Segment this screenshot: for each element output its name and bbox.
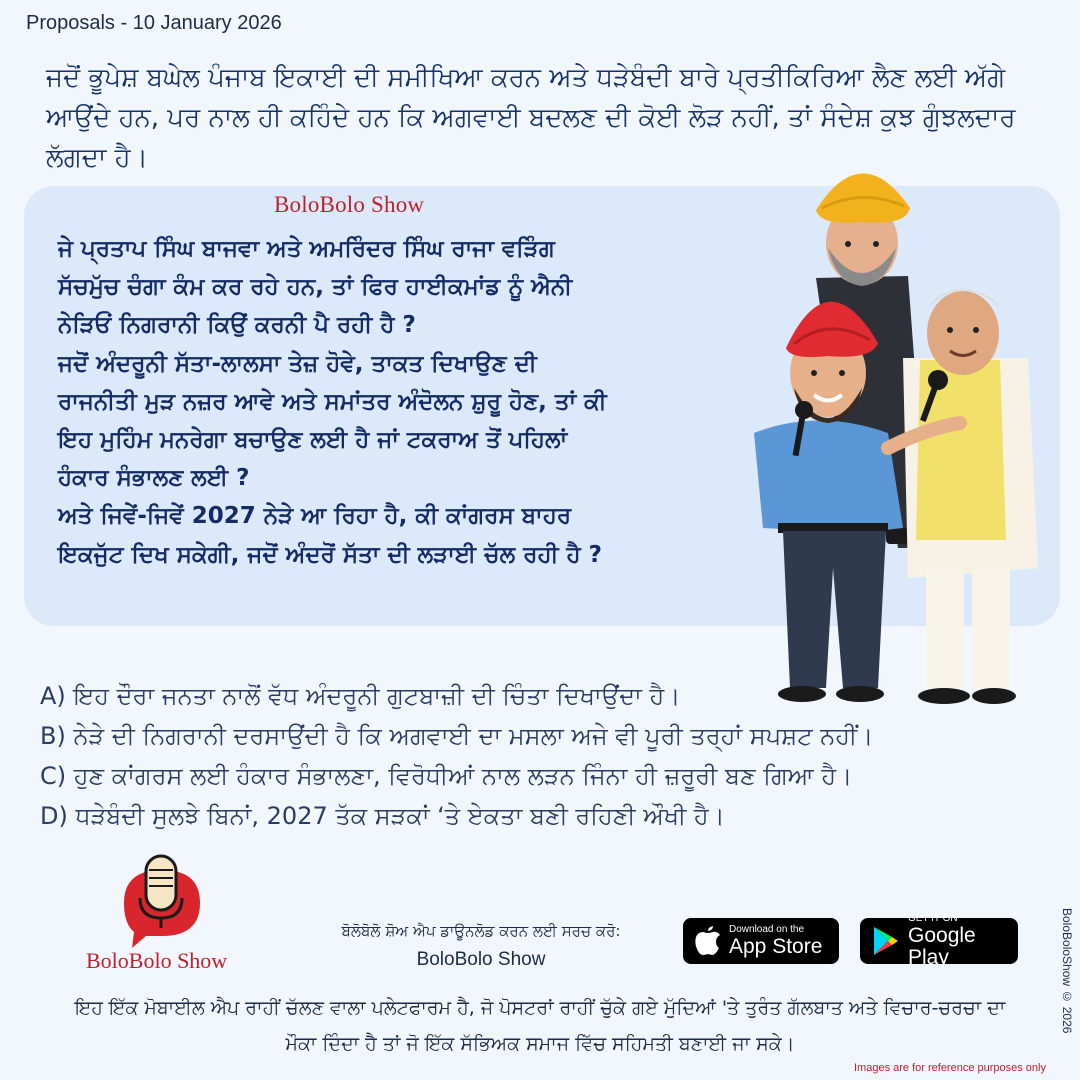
google-play-button[interactable] [860,913,1018,969]
app-store-small: Download on the [729,924,805,935]
header-date: Proposals - 10 January 2026 [26,12,282,34]
option-c[interactable]: C) ਹੁਣ ਕਾਂਗਰਸ ਲਈ ਹੰਕਾਰ ਸੰਭਾਲਣਾ, ਵਿਰੋਧੀਆਂ ਨਾਲ ਲੜਨ ਜਿੰਨਾ ਹੀ ਜ਼ਰੂਰੀ ਬਣ ਗਿਆ ਹੈ। [40,762,853,790]
search-app-name: BoloBolo Show [416,949,546,970]
microphone-icon [928,370,948,390]
question-line: ਇਕਜੁੱਟ ਦਿਖ ਸਕੇਗੀ, ਜਦੋਂ ਅੰਦਰੋਂ ਸੱਤਾ ਦੀ ਲੜਾਈ ਚੱਲ ਰਹੀ ਹੈ ? [58,541,602,568]
options-list [40,676,1020,836]
question-line: ਅਤੇ ਜਿਵੇਂ-ਜਿਵੇਂ 2027 ਨੇੜੇ ਆ ਰਿਹਾ ਹੈ, ਕੀ ਕਾਂਗਰਸ ਬਾਹਰ [58,503,572,530]
app-store-big: App Store [729,935,823,958]
copyright-text: BoloBoloShow © 2026 [1060,908,1074,1034]
option-d[interactable]: D) ਧੜੇਬੰਦੀ ਸੁਲਝੇ ਬਿਨਾਂ, 2027 ਤੱਕ ਸੜਕਾਂ ‘ਤੇ ਏਕਤਾ ਬਣੀ ਰਹਿਣੀ ਔਖੀ ਹੈ। [40,802,725,830]
question-line: ਸੱਚਮੁੱਚ ਚੰਗਾ ਕੰਮ ਕਰ ਰਹੇ ਹਨ, ਤਾਂ ਫਿਰ ਹਾਈਕਮਾਂਡ ਨੂੰ ਐਨੀ [58,274,573,301]
question-line: ਹੰਕਾਰ ਸੰਭਾਲਣ ਲਈ ? [58,465,250,492]
footer-logo-text: BoloBolo Show [86,948,228,973]
question-line: ਰਾਜਨੀਤੀ ਮੁੜ ਨਜ਼ਰ ਆਵੇ ਅਤੇ ਸਮਾਂਤਰ ਅੰਦੋਲਨ ਸ਼ੁਰੂ ਹੋਣ, ਤਾਂ ਕੀ [58,388,607,415]
google-play-small: GET IT ON [908,913,958,924]
option-a[interactable]: A) ਇਹ ਦੌਰਾ ਜਨਤਾ ਨਾਲੋਂ ਵੱਧ ਅੰਦਰੂਨੀ ਗੁਟਬਾਜ਼ੀ ਦੀ ਚਿੰਤਾ ਦਿਖਾਉਂਦਾ ਹੈ। [40,682,681,710]
question-line: ਜੇ ਪ੍ਰਤਾਪ ਸਿੰਘ ਬਾਜਵਾ ਅਤੇ ਅਮਰਿੰਦਰ ਸਿੰਘ ਰਾਜਾ ਵੜਿੰਗ [58,236,555,262]
reference-note: Images are for reference purposes only [854,1062,1046,1074]
intro-text: ਜਦੋਂ ਭੂਪੇਸ਼ ਬਘੇਲ ਪੰਜਾਬ ਇਕਾਈ ਦੀ ਸਮੀਖਿਆ ਕਰਨ ਅਤੇ ਧੜੇਬੰਦੀ ਬਾਰੇ ਪ੍ਰਤੀਕਿਰਿਆ ਲੈਣ ਲਈ ਅੱਗੇ ਆਉਂਦੇ ਹਨ, ਪਰ ਨਾਲ ਹੀ ਕਹਿੰਦੇ ਹਨ ਕਿ ਅਗਵਾਈ ਬਦਲਣ ਦੀ ਕੋਈ ਲੋੜ ਨਹੀਂ, ਤਾਂ ਸੰਦੇਸ਼ ਕੁਝ ਗੁੰਝਲਦਾਰ ਲੱਗਦਾ ਹੈ। [46,63,1016,173]
google-play-big: Google Play [908,924,976,969]
question-line: ਨੇੜਿਓਂ ਨਿਗਰਾਨੀ ਕਿਉਂ ਕਰਨੀ ਪੈ ਰਹੀ ਹੈ ? [58,312,416,339]
google-play-icon [872,926,900,956]
question-text [58,230,728,574]
option-b[interactable]: B) ਨੇੜੇ ਦੀ ਨਿਗਰਾਨੀ ਦਰਸਾਉਂਦੀ ਹੈ ਕਿ ਅਗਵਾਈ ਦਾ ਮਸਲਾ ਅਜੇ ਵੀ ਪੂਰੀ ਤਰ੍ਹਾਂ ਸਪਸ਼ਟ ਨਹੀਂ। [40,722,874,750]
panel-brand: BoloBolo Show [274,192,425,217]
figure-yellow-vest [903,288,1038,704]
platform-description: ਇਹ ਇੱਕ ਮੋਬਾਈਲ ਐਪ ਰਾਹੀਂ ਚੱਲਣ ਵਾਲਾ ਪਲੇਟਫਾਰਮ ਹੈ, ਜੋ ਪੋਸਟਰਾਂ ਰਾਹੀਂ ਚੁੱਕੇ ਗਏ ਮੁੱਦਿਆਂ 'ਤੇ ਤੁਰੰਤ ਗੱਲਬਾਤ ਅਤੇ ਵਿਚਾਰ-ਚਰਚਾ ਦਾ ਮੌਕਾ ਦਿੰਦਾ ਹੈ ਤਾਂ ਜੋ ਇੱਕ ਸੱਭਿਅਕ ਸਮਾਜ ਵਿੱਚ ਸਹਿਮਤੀ ਬਣਾਈ ਜਾ ਸਕੇ। [74,997,1006,1055]
politicians-illustration [738,148,1068,718]
apple-icon [695,926,721,956]
search-prompt: ਬੋਲੋਬੋਲੋ ਸ਼ੋਅ ਐਪ ਡਾਊਨਲੋਡ ਕਰਨ ਲਈ ਸਰਚ ਕਰੋ: [341,922,621,940]
search-instructions [296,918,666,976]
question-line: ਜਦੋਂ ਅੰਦਰੂਨੀ ਸੱਤਾ-ਲਾਲਸਾ ਤੇਜ਼ ਹੋਵੇ, ਤਾਕਤ ਦਿਖਾਉਣ ਦੀ [58,350,537,377]
app-store-button[interactable] [683,918,839,964]
question-line: ਇਹ ਮੁਹਿੰਮ ਮਨਰੇਗਾ ਬਚਾਉਣ ਲਈ ਹੈ ਜਾਂ ਟਕਰਾਅ ਤੋਂ ਪਹਿਲਾਂ [58,427,568,454]
